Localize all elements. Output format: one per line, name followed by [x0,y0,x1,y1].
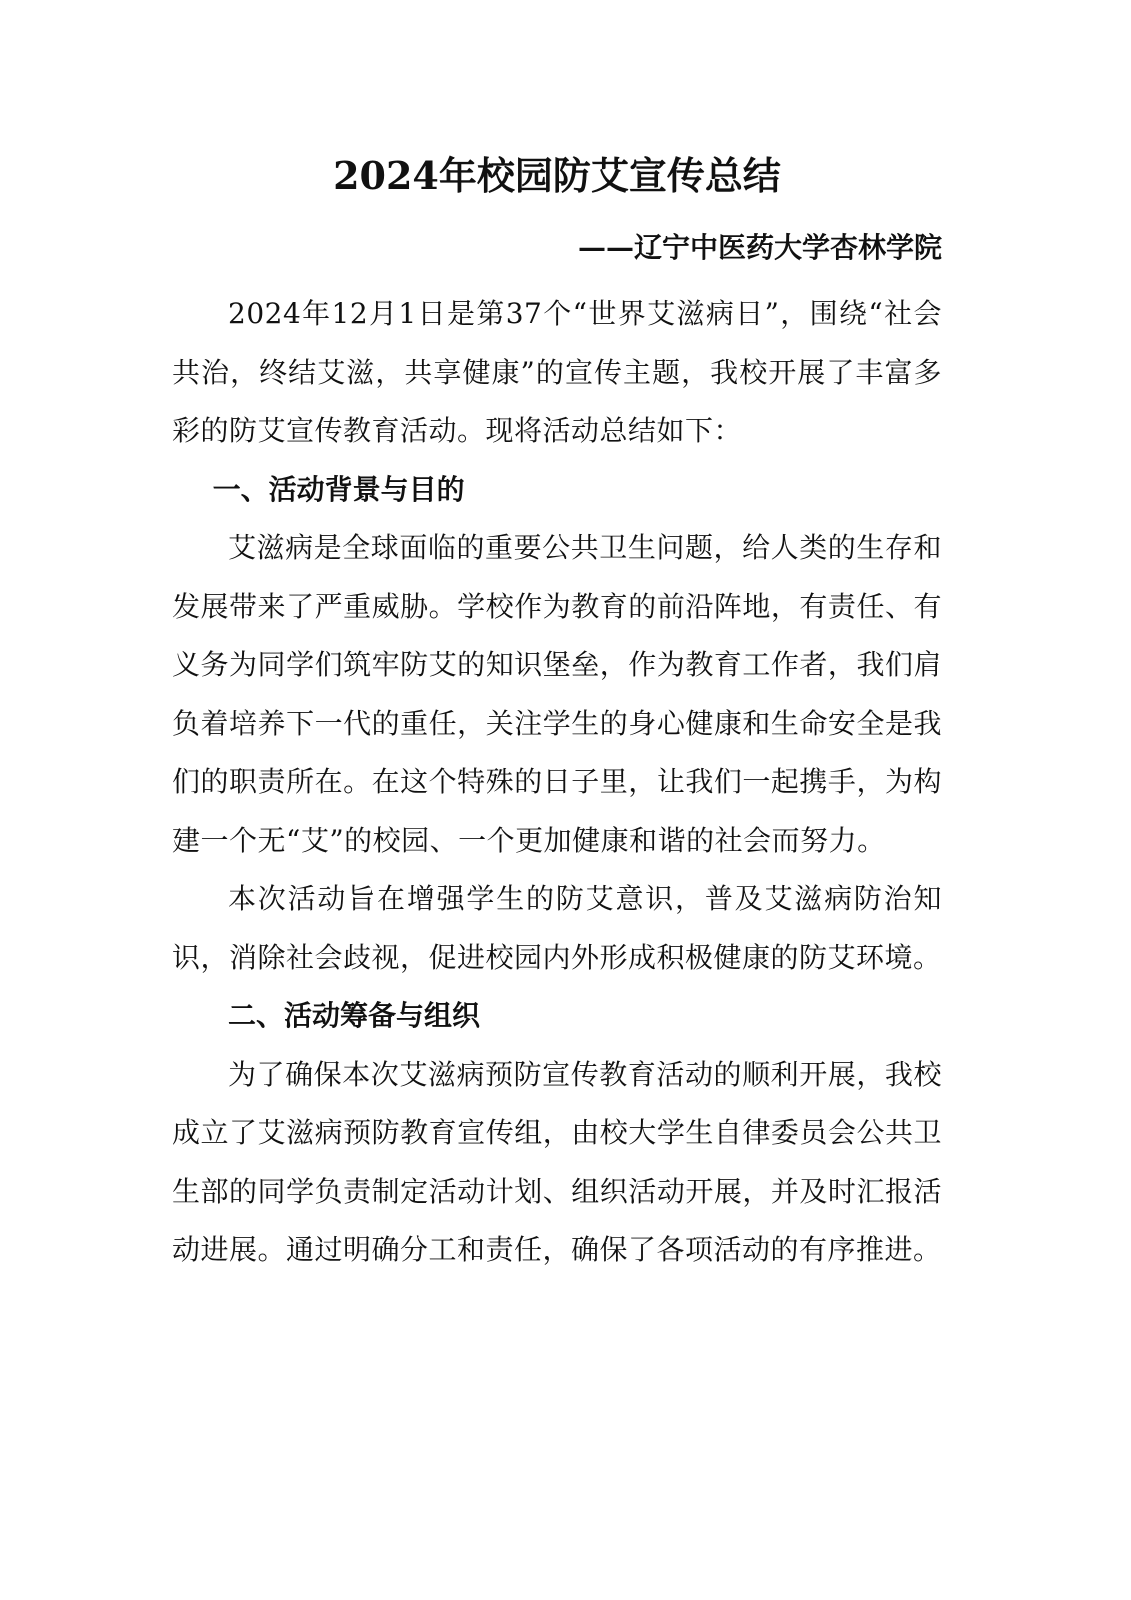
document-title: 2024年校园防艾宣传总结 [333,153,781,198]
background-paragraph-1: 艾滋病是全球面临的重要公共卫生问题，给人类的生存和发展带来了严重威胁。学校作为教育的前沿阵地，有责任、有义务为同学们筑牢防艾的知识堡垒，作为教育工作者，我们肩负着培养下一代的重任，关注学生的身心健康和生命安全是我们的职责所在。在这个特殊的日子里，让我们一起携手，为构建一个无“艾”的校园、一个更加健康和谐的社会而努力。 [172,531,942,857]
document-subtitle: ——辽宁中医药大学杏林学院 [577,231,942,264]
background-paragraph-2: 本次活动旨在增强学生的防艾意识，普及艾滋病防治知识，消除社会歧视，促进校园内外形成积极健康的防艾环境。 [172,882,942,974]
document-page [172,0,942,1600]
section-heading-background: 一、活动背景与目的 [212,472,465,506]
document-body [172,285,942,1280]
organization-paragraph-1: 为了确保本次艾滋病预防宣传教育活动的顺利开展，我校成立了艾滋病预防教育宣传组，由校大学生自律委员会公共卫生部的同学负责制定活动计划、组织活动开展，并及时汇报活动进展。通过明确分工和责任，确保了各项活动的有序推进。 [172,1057,942,1266]
intro-paragraph: 2024年12月1日是第37个“世界艾滋病日”，围绕“社会共治，终结艾滋，共享健康”的宣传主题，我校开展了丰富多彩的防艾宣传教育活动。现将活动总结如下： [172,297,942,447]
section-heading-organization: 二、活动筹备与组织 [228,999,481,1032]
